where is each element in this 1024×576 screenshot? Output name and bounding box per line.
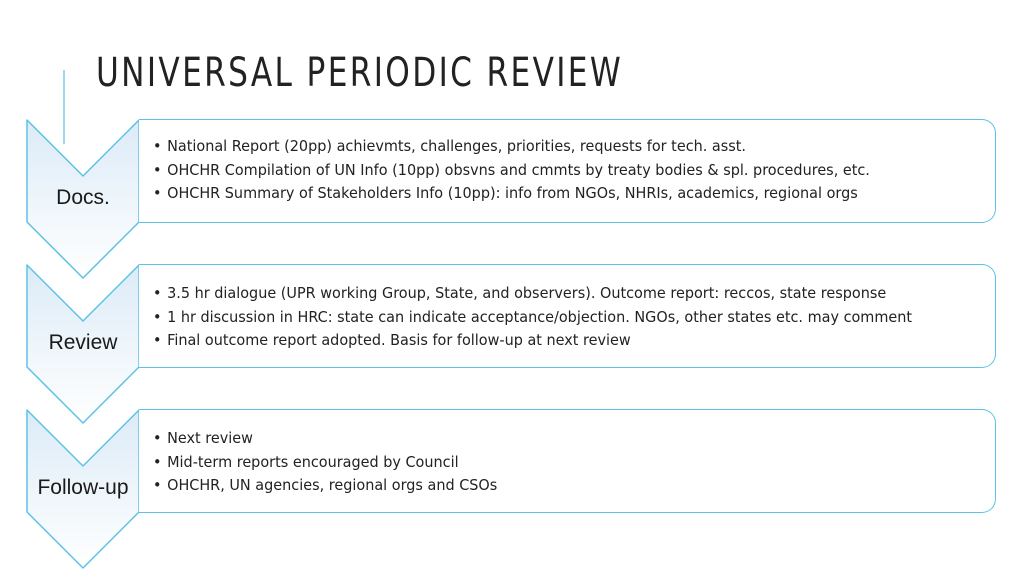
list-item: • OHCHR Summary of Stakeholders Info (10pp): info from NGOs, NHRIs, academics, regional orgs <box>153 182 936 206</box>
review-bullet-list <box>139 282 995 353</box>
list-item: • OHCHR Compilation of UN Info (10pp) obsvns and cmmts by treaty bodies & spl. procedures, etc. <box>153 159 936 183</box>
follow-up-bullet-list <box>139 427 995 498</box>
list-item: • OHCHR, UN agencies, regional orgs and CSOs <box>153 474 936 498</box>
docs-bullet-list <box>139 135 995 206</box>
docs-details-box <box>139 119 996 223</box>
follow-up-details-box <box>139 409 996 513</box>
list-item: • Mid-term reports encouraged by Council <box>153 451 936 475</box>
step-label-docs: Docs. <box>56 186 110 209</box>
list-item: • 3.5 hr dialogue (UPR working Group, State, and observers). Outcome report: reccos, state response <box>153 282 936 306</box>
list-item: • 1 hr discussion in HRC: state can indicate acceptance/objection. NGOs, other states etc. may comment <box>153 306 936 330</box>
list-item: • Next review <box>153 427 936 451</box>
review-details-box <box>139 264 996 368</box>
step-label-follow-up: Follow-up <box>37 476 129 499</box>
page-title: UNIVERSAL PERIODIC REVIEW <box>96 50 624 96</box>
list-item: • Final outcome report adopted. Basis for follow-up at next review <box>153 329 936 353</box>
list-item: • National Report (20pp) achievmts, challenges, priorities, requests for tech. asst. <box>153 135 936 159</box>
step-label-review: Review <box>48 331 118 354</box>
